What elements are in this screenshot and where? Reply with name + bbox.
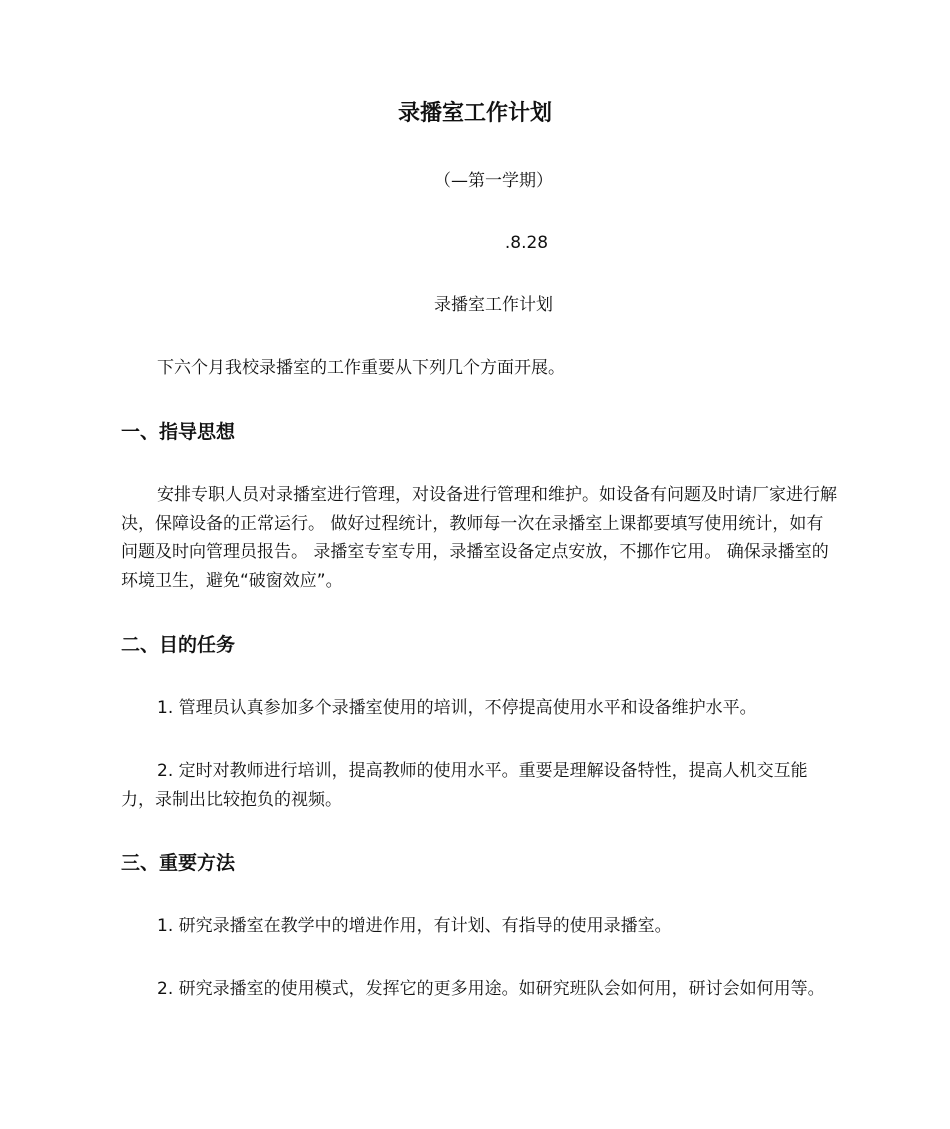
section-paragraph: 1. 研究录播室在教学中的增进作用，有计划、有指导的使用录播室。: [157, 916, 672, 936]
section-paragraph: 2. 定时对教师进行培训，提高教师的使用水平。重要是理解设备特性，提高人机交互能力，录制出比较抱负的视频。: [121, 761, 808, 810]
document-title: 录播室工作计划: [397, 101, 552, 126]
section-heading-methods: 三、重要方法: [121, 852, 236, 874]
section-heading-guiding-thought: 一、指导思想: [121, 421, 236, 443]
section-heading-goals: 二、目的任务: [121, 634, 236, 656]
section-paragraph: 2. 研究录播室的使用模式，发挥它的更多用途。如研究班队会如何用，研讨会如何用等。: [157, 979, 825, 999]
intro-paragraph: 下六个月我校录播室的工作重要从下列几个方面开展。: [157, 358, 565, 378]
section-paragraph: 安排专职人员对录播室进行管理，对设备进行管理和维护。如设备有问题及时请厂家进行解决，保障设备的正常运行。 做好过程统计，教师每一次在录播室上课都要填写使用统计，如有问题及时向管理员报告。 录播室专室专用，录播室设备定点安放，不挪作它用。 确保录播室的环境卫生，避免“破窗效应”。: [121, 485, 837, 591]
section-paragraph: 1. 管理员认真参加多个录播室使用的培训，不停提高使用水平和设备维护水平。: [157, 698, 757, 718]
center-heading: 录播室工作计划: [434, 295, 553, 315]
document-date: .8.28: [504, 233, 549, 253]
document-subtitle: （—第一学期）: [434, 171, 553, 191]
